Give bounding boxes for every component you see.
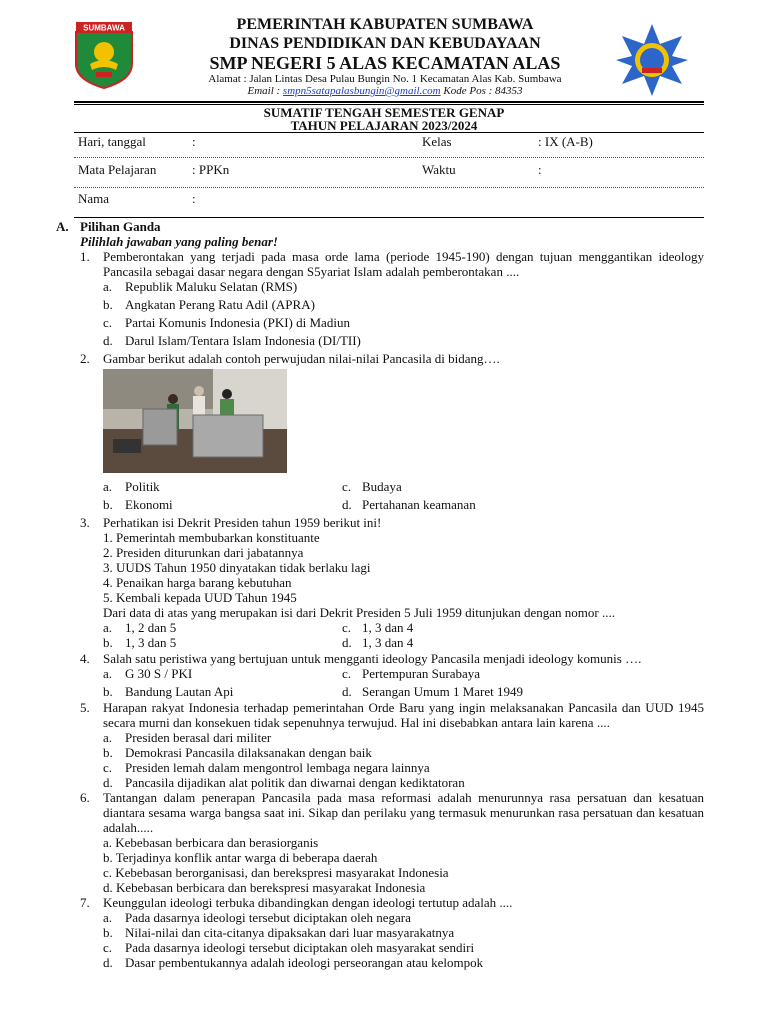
q3-options-row-2: b. 1, 3 dan 5 d. 1, 3 dan 4 xyxy=(103,635,414,650)
info-divider xyxy=(74,157,704,158)
subject-field[interactable]: : PPKn xyxy=(192,162,230,177)
q5-option-b[interactable]: b. Demokrasi Pancasila dilaksanakan dengan baik xyxy=(103,745,372,760)
day-label: Hari, tanggal xyxy=(78,134,146,149)
question-3: 3. Perhatikan isi Dekrit Presiden tahun 1959 berikut ini! xyxy=(80,515,382,530)
exam-content xyxy=(56,219,704,970)
q4-option-c[interactable]: Pertempuran Surabaya xyxy=(362,666,481,681)
q3-option-c[interactable]: 1, 3 dan 4 xyxy=(362,620,414,635)
exam-year: TAHUN PELAJARAN 2023/2024 xyxy=(290,118,478,133)
q6-option-b[interactable]: b. Terjadinya konflik antar warga di beberapa daerah xyxy=(103,850,378,865)
section-instruction: Pilihlah jawaban yang paling benar! xyxy=(80,234,278,249)
q2-option-a[interactable]: Politik xyxy=(125,479,160,494)
school-logo xyxy=(614,22,690,98)
sumbawa-regency-logo xyxy=(72,20,136,90)
q3-option-d[interactable]: 1, 3 dan 4 xyxy=(362,635,414,650)
q2-option-b[interactable]: Ekonomi xyxy=(125,497,173,512)
q3-stem: Dari data di atas yang merupakan isi dari Dekrit Presiden 5 Juli 1959 ditunjukan dengan nomor .... xyxy=(103,605,615,620)
q3-statement: 5. Kembali kepada UUD Tahun 1945 xyxy=(103,590,297,605)
q7-option-c[interactable]: c. Pada dasarnya ideologi tersebut diciptakan oleh masyarakat sendiri xyxy=(103,940,475,955)
q3-statement: 4. Penaikan harga barang kebutuhan xyxy=(103,575,292,590)
letterhead xyxy=(0,0,768,104)
q2-options-row-1: a. Politik c. Budaya xyxy=(103,479,402,494)
q2-option-c[interactable]: Budaya xyxy=(362,479,402,494)
q3-option-a[interactable]: 1, 2 dan 5 xyxy=(125,620,177,635)
question-1: 1. Pemberontakan yang terjadi pada masa orde lama (periode 1945-190) dengan tujuan menggantikan ideology Pancasila sebagai dasar negara dengan S5yariat Islam adalah pemberontakan .... xyxy=(80,249,704,279)
exam-title: SUMATIF TENGAH SEMESTER GENAP xyxy=(263,105,505,120)
info-rule xyxy=(74,217,704,218)
school-address: Alamat : Jalan Lintas Desa Pulau Bungin No. 1 Kecamatan Alas Kab. Sumbawa xyxy=(208,73,562,85)
question-6: 6. Tantangan dalam penerapan Pancasila pada masa reformasi adalah menurunnya rasa persatuan dan kesatuan diantara sesama warga bangsa saat ini. Sikap dan perilaku yang termasuk menurunkan rasa persatuan dan kesatuan adalah..... xyxy=(80,790,704,835)
title-rule xyxy=(74,132,704,133)
q7-option-d[interactable]: d. Dasar pembentukannya adalah ideologi perseorangan atau kelompok xyxy=(103,955,484,970)
q5-option-c[interactable]: c. Presiden lemah dalam mengontrol lembaga negara lainnya xyxy=(103,760,430,775)
day-field[interactable]: : xyxy=(192,134,196,149)
q4-option-d[interactable]: Serangan Umum 1 Maret 1949 xyxy=(362,684,524,699)
email-link[interactable]: smpn5satapalasbungin@gmail.com xyxy=(282,85,441,97)
time-label: Waktu xyxy=(422,162,456,177)
q7-option-b[interactable]: b. Nilai-nilai dan cita-citanya dipaksakan dari luar masyarakatnya xyxy=(103,925,455,940)
contact-line: Email : smpn5satapalasbungin@gmail.com Kode Pos : 84353 xyxy=(247,85,523,97)
q3-options-row-1: a. 1, 2 dan 5 c. 1, 3 dan 4 xyxy=(103,620,414,635)
q3-statement: 1. Pemerintah membubarkan konstituante xyxy=(103,530,320,545)
q3-statement: 3. UUDS Tahun 1950 dinyatakan tidak berlaku lagi xyxy=(103,560,371,575)
department-name: DINAS PENDIDIKAN DAN KEBUDAYAAN xyxy=(229,35,541,52)
q7-option-a[interactable]: a. Pada dasarnya ideologi tersebut diciptakan oleh negara xyxy=(103,910,411,925)
question-2: 2. Gambar berikut adalah contoh perwujudan nilai-nilai Pancasila di bidang…. xyxy=(80,351,500,366)
school-name: SMP NEGERI 5 ALAS KECAMATAN ALAS xyxy=(209,53,561,73)
q3-statement: 2. Presiden diturunkan dari jabatannya xyxy=(103,545,304,560)
q1-option-b[interactable]: b. Angkatan Perang Ratu Adil (APRA) xyxy=(103,297,315,312)
info-divider xyxy=(74,187,704,188)
q1-option-c[interactable]: c. Partai Komunis Indonesia (PKI) di Madiun xyxy=(103,315,350,330)
q6-option-d[interactable]: d. Kebebasan berbicara dan berekspresi masyarakat Indonesia xyxy=(103,880,426,895)
class-label: Kelas xyxy=(422,134,452,149)
question-4: 4. Salah satu peristiwa yang bertujuan untuk mengganti ideology Pancasila menjadi ideology komunis …. xyxy=(80,651,642,666)
q2-options-row-2: b. Ekonomi d. Pertahanan keamanan xyxy=(103,497,476,512)
time-field[interactable]: : xyxy=(538,162,542,177)
government-name: PEMERINTAH KABUPATEN SUMBAWA xyxy=(236,16,534,33)
svg-text:SUMBAWA: SUMBAWA xyxy=(83,23,125,33)
question-5: 5. Harapan rakyat Indonesia terhadap pemerintahan Orde Baru yang ingin melaksanakan Pancasila dan UUD 1945 secara murni dan konsekuen tidak sepenuhnya terwujud. Hal ini disebabkan antara lain karena .... xyxy=(80,700,704,730)
q4-options-row-2: b. Bandung Lautan Api d. Serangan Umum 1 Maret 1949 xyxy=(103,684,524,699)
section-heading: A. Pilihan Ganda xyxy=(56,219,161,234)
name-label: Nama xyxy=(78,191,110,206)
info-row-day xyxy=(74,134,704,152)
q2-option-d[interactable]: Pertahanan keamanan xyxy=(362,497,476,512)
q4-options-row-1: a. G 30 S / PKI c. Pertempuran Surabaya xyxy=(103,666,481,681)
q4-option-a[interactable]: G 30 S / PKI xyxy=(125,666,193,681)
q1-option-a[interactable]: a. Republik Maluku Selatan (RMS) xyxy=(103,279,298,294)
voting-photo xyxy=(103,369,287,473)
letterhead-rule xyxy=(74,101,704,103)
name-field[interactable]: : xyxy=(192,191,196,206)
q5-option-d[interactable]: d. Pancasila dijadikan alat politik dan diwarnai dengan kediktatoran xyxy=(103,775,465,790)
info-row-name xyxy=(74,191,704,209)
q6-option-a[interactable]: a. Kebebasan berbicara dan berasiorganis xyxy=(103,835,319,850)
class-field[interactable]: : IX (A-B) xyxy=(538,134,593,149)
q1-option-d[interactable]: d. Darul Islam/Tentara Islam Indonesia (DI/TII) xyxy=(103,333,361,348)
subject-label: Mata Pelajaran xyxy=(78,162,157,177)
q6-option-c[interactable]: c. Kebebasan berorganisasi, dan berekspresi masyarakat Indonesia xyxy=(103,865,449,880)
q3-option-b[interactable]: 1, 3 dan 5 xyxy=(125,635,177,650)
question-7: 7. Keunggulan ideologi terbuka dibandingkan dengan ideologi tertutup adalah .... xyxy=(80,895,513,910)
q5-option-a[interactable]: a. Presiden berasal dari militer xyxy=(103,730,272,745)
q4-option-b[interactable]: Bandung Lautan Api xyxy=(125,684,234,699)
info-row-subject xyxy=(74,162,704,180)
